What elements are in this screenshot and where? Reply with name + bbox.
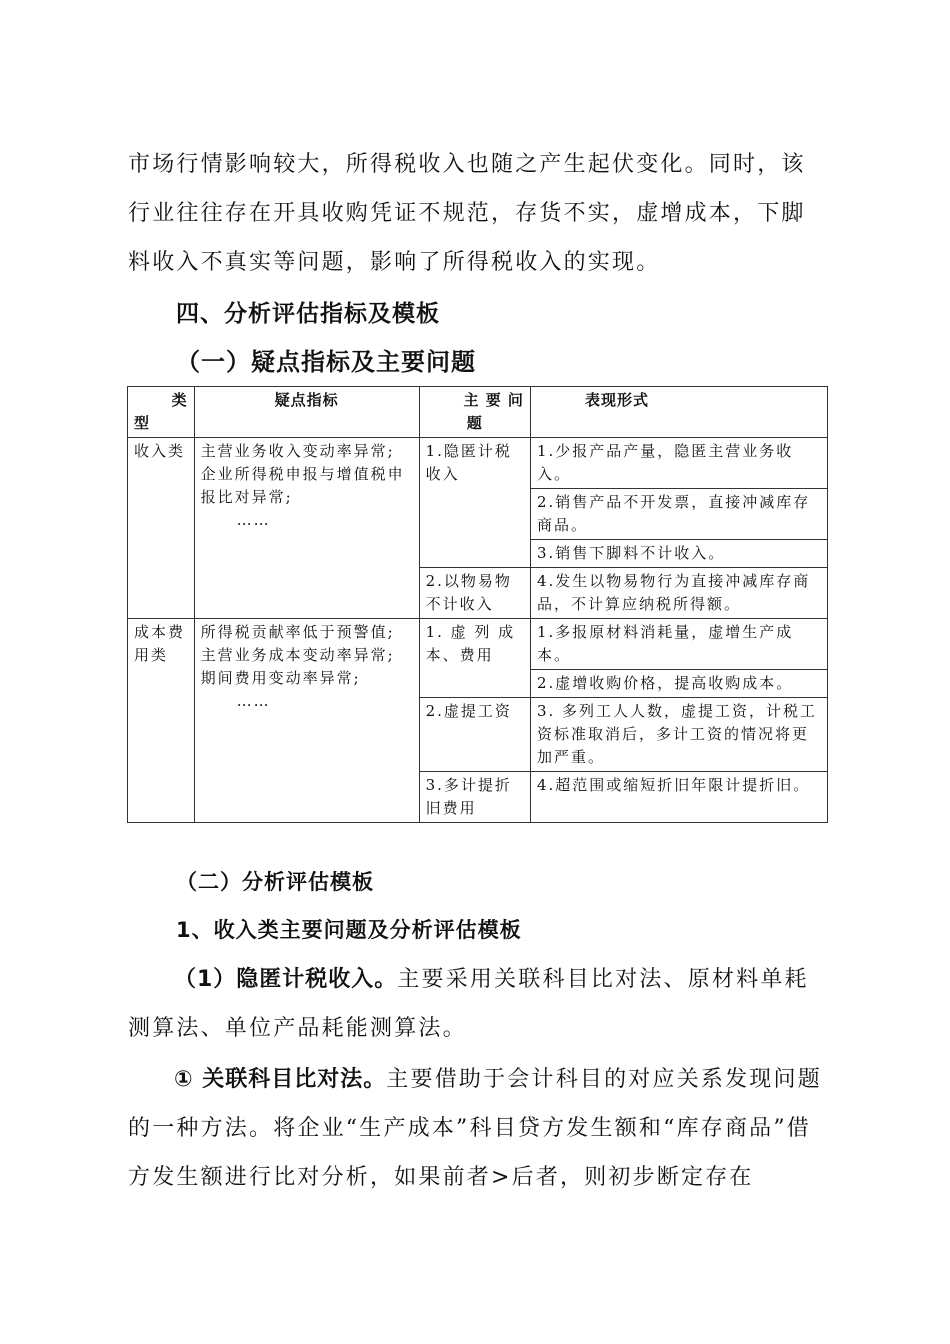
problem-cell: 2.以物易物不计收入 [419, 568, 530, 619]
form-cell: 2.销售产品不开发票，直接冲减库存商品。 [530, 489, 827, 540]
header-problem: 主 要 问 题 [419, 387, 530, 438]
form-cell: 4.发生以物易物行为直接冲减库存商品，不计算应纳税所得额。 [530, 568, 827, 619]
method-lead: ① 关联科目比对法。 [174, 1067, 387, 1092]
subsection-heading-template: （二）分析评估模板 [176, 870, 374, 894]
indicator-cell-cost: 所得税贡献率低于预警值; 主营业务成本变动率异常; 期间费用变动率异常; …… [194, 619, 419, 823]
table-row [128, 438, 828, 489]
header-form: 表现形式 [530, 387, 827, 438]
form-cell: 3. 多列工人人数，虚提工资，计税工资标准取消后，多计工资的情况将更加严重。 [530, 698, 827, 772]
subsection-heading-income-template: 1、收入类主要问题及分析评估模板 [176, 918, 522, 942]
problem-cell: 1. 虚 列 成本、费用 [419, 619, 530, 698]
form-cell: 3.销售下脚料不计收入。 [530, 540, 827, 568]
category-cell-income: 收入类 [128, 438, 195, 619]
subsection-heading-indicators: （一）疑点指标及主要问题 [176, 348, 476, 376]
hidden-income-paragraph [128, 955, 828, 1053]
hidden-income-lead: （1）隐匿计税收入。 [174, 967, 398, 992]
header-indicator: 疑点指标 [194, 387, 419, 438]
category-cell-cost: 成本费用类 [128, 619, 195, 823]
intro-paragraph: 市场行情影响较大，所得税收入也随之产生起伏变化。同时，该行业往往存在开具收购凭证不规范，存货不实，虚增成本，下脚料收入不真实等问题，影响了所得税收入的实现。 [128, 152, 806, 275]
header-type: 类 型 [128, 387, 195, 438]
hidden-income-body: 主要采用关联科目比对法、原材料单耗测算法、单位产品耗能测算法。 [128, 967, 809, 1041]
section-heading: 四、分析评估指标及模板 [176, 301, 440, 327]
method-body: 主要借助于会计科目的对应关系发现问题的一种方法。将企业“生产成本”科目贷方发生额和“库存商品”借方发生额进行比对分析，如果前者>后者，则初步断定存在 [128, 1067, 822, 1190]
indicator-table [127, 386, 828, 823]
problem-cell: 2.虚提工资 [419, 698, 530, 772]
form-cell: 2.虚增收购价格，提高收购成本。 [530, 670, 827, 698]
problem-cell: 3.多计提折旧费用 [419, 772, 530, 823]
form-cell: 1.少报产品产量，隐匿主营业务收入。 [530, 438, 827, 489]
table-header-row [128, 387, 828, 438]
table-row [128, 619, 828, 670]
indicator-cell-income: 主营业务收入变动率异常; 企业所得税申报与增值税申报比对异常; …… [194, 438, 419, 619]
form-cell: 1.多报原材料消耗量，虚增生产成本。 [530, 619, 827, 670]
method-paragraph [128, 1055, 828, 1202]
form-cell: 4.超范围或缩短折旧年限计提折旧。 [530, 772, 827, 823]
problem-cell: 1.隐匿计税收入 [419, 438, 530, 568]
